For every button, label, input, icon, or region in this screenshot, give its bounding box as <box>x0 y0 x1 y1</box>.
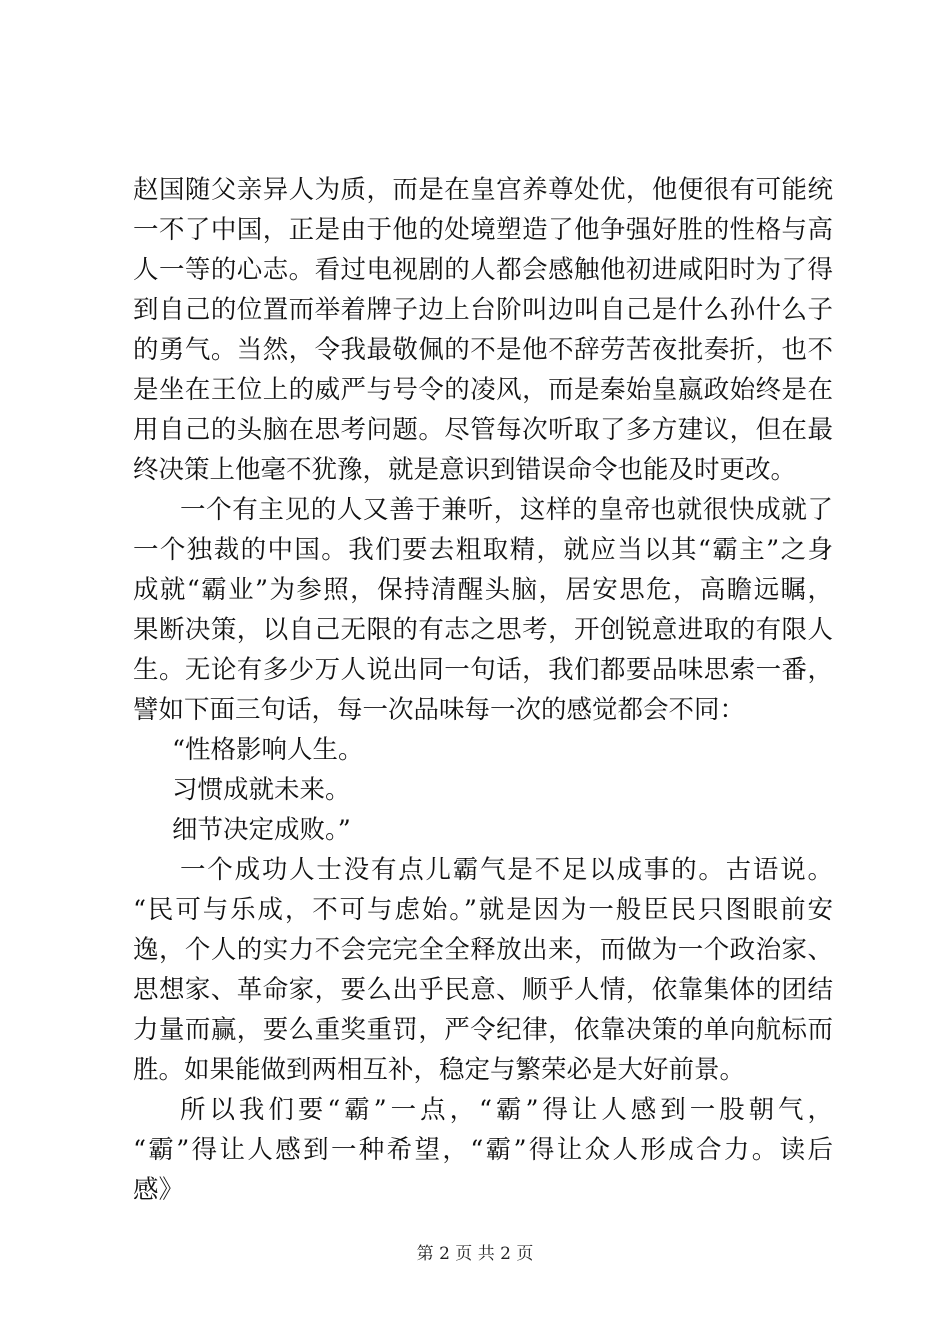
text-line: 思想家、革命家，要么出乎民意、顺乎人情，依靠集体的团结 <box>133 975 833 1005</box>
text-line: 成就“霸业”为参照，保持清醒头脑，居安思危，高瞻远瞩， <box>133 575 833 605</box>
text-line: 生。无论有多少万人说出同一句话，我们都要品味思索一番， <box>133 655 833 685</box>
paragraph-first-line: 所以我们要“霸”一点，“霸”得让人感到一股朝气， <box>180 1095 833 1125</box>
text-line: “民可与乐成，不可与虑始。”就是因为一般臣民只图眼前安 <box>133 895 833 925</box>
quote-line: 习惯成就未来。 <box>172 775 351 805</box>
quote-line: “性格影响人生。 <box>172 735 364 765</box>
text-line: 人一等的心志。看过电视剧的人都会感触他初进咸阳时为了得 <box>133 255 833 285</box>
text-line: 是坐在王位上的威严与号令的凌风，而是秦始皇嬴政始终是在 <box>133 375 833 405</box>
text-line: 感》 <box>133 1175 185 1205</box>
text-line: 一个独裁的中国。我们要去粗取精，就应当以其“霸主”之身 <box>133 535 833 565</box>
text-line: 一不了中国，正是由于他的处境塑造了他争强好胜的性格与高 <box>133 215 833 245</box>
text-line: “霸”得让人感到一种希望，“霸”得让众人形成合力。读后 <box>133 1135 833 1165</box>
text-line: 胜。如果能做到两相互补，稳定与繁荣必是大好前景。 <box>133 1055 746 1085</box>
paragraph-first-line: 一个有主见的人又善于兼听，这样的皇帝也就很快成就了 <box>180 495 833 525</box>
text-line: 终决策上他毫不犹豫，就是意识到错误命令也能及时更改。 <box>133 455 797 485</box>
text-line: 用自己的头脑在思考问题。尽管每次听取了多方建议，但在最 <box>133 415 833 445</box>
page-number-footer: 第 2 页 共 2 页 <box>416 1244 534 1264</box>
text-line: 赵国随父亲异人为质，而是在皇宫养尊处优，他便很有可能统 <box>133 175 833 205</box>
text-line: 逸，个人的实力不会完完全全释放出来，而做为一个政治家、 <box>133 935 833 965</box>
text-line: 到自己的位置而举着牌子边上台阶叫边叫自己是什么孙什么子 <box>133 295 833 325</box>
quote-line: 细节决定成败。” <box>172 815 351 845</box>
text-line: 果断决策，以自己无限的有志之思考，开创锐意进取的有限人 <box>133 615 833 645</box>
text-line: 的勇气。当然，令我最敬佩的不是他不辞劳苦夜批奏折，也不 <box>133 335 833 365</box>
paragraph-first-line: 一个成功人士没有点儿霸气是不足以成事的。古语说。 <box>180 855 833 885</box>
text-line: 力量而赢，要么重奖重罚，严令纪律，依靠决策的单向航标而 <box>133 1015 833 1045</box>
text-line: 譬如下面三句话，每一次品味每一次的感觉都会不同： <box>133 695 746 725</box>
